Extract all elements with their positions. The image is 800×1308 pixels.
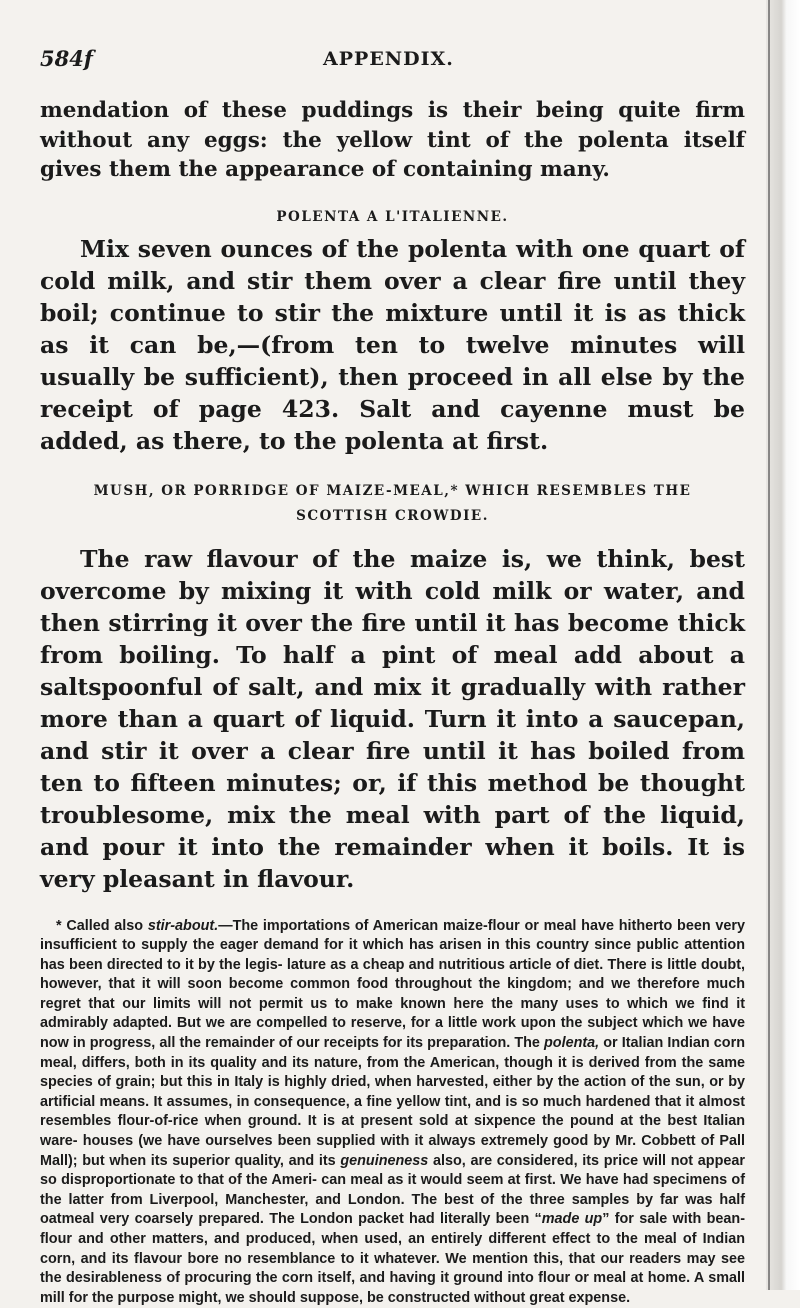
page-header xyxy=(40,0,745,88)
footnote-text: ” for sale with bean-flour and other matters, and produced, when used, an entirely different effect to the meal of Indian corn, and its flavour bore no resemblance to it whatever. We mention this, that our readers may see the desirableness of procuring the corn itself, and having it ground into flour or meal at home. A small mill for the purpose might, we should suppose, be constructed without great expense. xyxy=(40,1211,745,1305)
mush-heading-line2: SCOTTISH CROWDIE. xyxy=(40,504,745,529)
footnote xyxy=(40,917,745,1308)
polenta-heading: POLENTA A L'ITALIENNE. xyxy=(40,209,745,225)
footnote-text: —The importations of American maize-flour or meal have hitherto been very insufficient to supply the eager demand for it which has arisen in this country since public attention has been directed to it by the legis- lature as a cheap and nutritious article of diet. There is little doubt, however, that it will soon become common food throughout the kingdom; and we therefore much regret that our limits will not permit us to make known here the many uses to which we find it admirably adapted. But we are compelled to reserve, for a little work upon the subject which we have now in progress, all the remainder of our receipts for its preparation. The xyxy=(40,918,745,1052)
page-spine-edge xyxy=(766,0,800,1290)
mush-paragraph: The raw flavour of the maize is, we think, best overcome by mixing it with cold milk or water, and then stirring it over the fire until it has become thick from boiling. To half a pint of meal add about a saltspoonful of salt, and mix it gradually with rather more than a quart of liquid. Turn it into a saucepan, and stir it over a clear fire until it has boiled from ten to fifteen minutes; or, if this method be thought troublesome, mix the meal with part of the liquid, and pour it into the remainder when it boils. It is very pleasant in flavour. xyxy=(40,543,745,895)
page-content xyxy=(40,0,745,1308)
running-head: APPENDIX. xyxy=(323,48,454,70)
footnote-text: * Called also xyxy=(56,918,148,934)
footnote-emphasis: polenta, xyxy=(544,1035,599,1051)
mush-heading xyxy=(40,479,745,529)
footnote-emphasis: genuineness xyxy=(340,1153,428,1169)
mush-heading-line1: MUSH, OR PORRIDGE OF MAIZE-MEAL,* WHICH RESEMBLES THE xyxy=(40,479,745,504)
footnote-emphasis: made up xyxy=(542,1211,602,1227)
spine-shadow-line xyxy=(768,0,770,1290)
page-number: 584f xyxy=(40,46,93,71)
footnote-emphasis: stir-about. xyxy=(148,918,218,934)
footnote-text: or Italian Indian corn meal, differs, both in its quality and its nature, from the American, though it is derived from the same species of grain; but this in Italy is highly dried, when harvested, either by the action of the sun, or by artificial means. It assumes, in consequence, a fine yellow tint, and is so much hardened that it almost resembles flour-of-rice when ground. It is at present sold at sixpence the pound at the best Italian ware- houses (we have ourselves been supplied with it always extremely good by Mr. Cobbett of Pall Mall); but when its superior quality, and its xyxy=(40,1035,745,1169)
polenta-paragraph: Mix seven ounces of the polenta with one quart of cold milk, and stir them over a clear fire until they boil; continue to stir the mixture until it is as thick as it can be,—(from ten to twelve minutes will usually be sufficient), then proceed in all else by the receipt of page 423. Salt and cayenne must be added, as there, to the polenta at first. xyxy=(40,233,745,457)
intro-paragraph: mendation of these puddings is their being quite firm without any eggs: the yellow tint of the polenta itself gives them the appearance of containing many. xyxy=(40,96,745,185)
footnote-text: also, are considered, its price will not appear so disproportionate to that of the Ameri- can meal as it would seem at first. We have had specimens of the latter from Liverpool, Manchester, and London. The best of the three samples by far was half oatmeal very coarsely prepared. The London packet had literally been “ xyxy=(40,1153,745,1228)
